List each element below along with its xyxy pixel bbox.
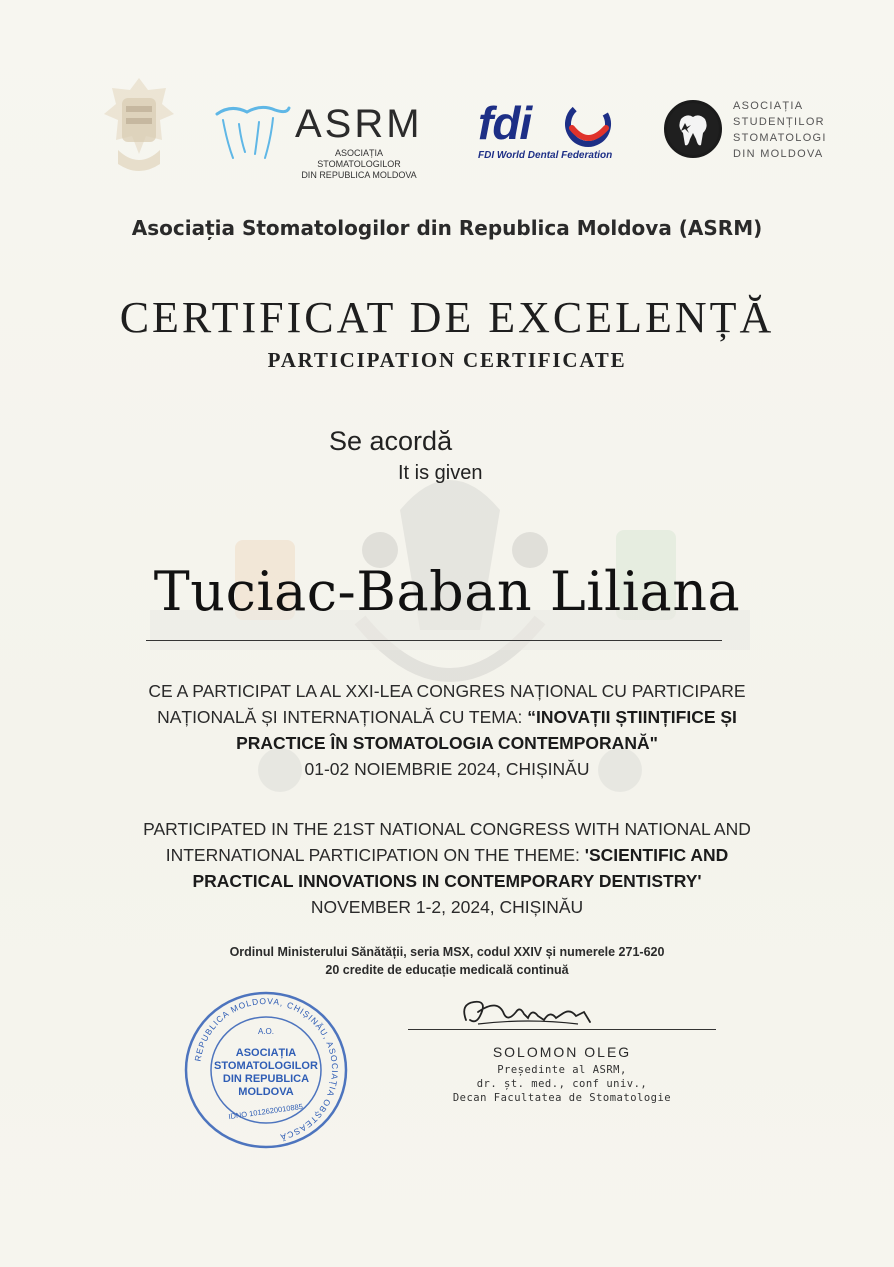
participation-text-ro	[40, 678, 854, 782]
ro-line-4: 01-02 NOIEMBRIE 2024, CHIȘINĂU	[304, 759, 590, 779]
en-line-2	[40, 842, 854, 868]
fdi-smile-icon	[562, 98, 614, 150]
en-line-2-bold: 'SCIENTIFIC AND	[584, 845, 729, 865]
asmd-logo-text	[733, 98, 827, 162]
stamp-line-2: STOMATOLOGILOR	[214, 1060, 318, 1072]
role-line-1: Președinte al ASRM,	[497, 1064, 627, 1076]
awarded-label-ro: Se acordă	[329, 426, 453, 456]
ro-line-2	[40, 704, 854, 730]
certificate-title: CERTIFICAT DE EXCELENȚĂ	[119, 293, 775, 342]
recipient-underline	[146, 640, 722, 641]
fdi-logo	[478, 96, 618, 166]
stamp-top-small: A.O.	[257, 1027, 275, 1036]
stamp-line-3: DIN REPUBLICA	[222, 1073, 310, 1085]
ro-line-3	[40, 730, 854, 756]
asrm-subtitle-line2: DIN REPUBLICA MOLDOVA	[301, 170, 417, 180]
en-line-3	[40, 868, 854, 894]
participation-text-en	[40, 816, 854, 920]
asmd-line-3: STOMATOLOGI	[733, 132, 827, 144]
stamp-line-1: ASOCIAȚIA	[235, 1047, 297, 1059]
ro-line-1: CE A PARTICIPAT LA AL XXI-LEA CONGRES NAȚIONAL CU PARTICIPARE	[148, 681, 746, 701]
official-stamp	[183, 990, 349, 1150]
asrm-subtitle-line1: ASOCIAȚIA STOMATOLOGILOR	[317, 148, 401, 169]
tooth-outline-icon	[213, 102, 293, 162]
asrm-logo	[213, 98, 443, 180]
ro-line-2-plain: NAȚIONALĂ ȘI INTERNAȚIONALĂ CU TEMA:	[157, 707, 528, 727]
asrm-logo-text: ASRM	[295, 102, 423, 146]
signatory-role	[398, 1063, 726, 1105]
asmd-line-4: DIN MOLDOVA	[733, 148, 824, 160]
asmd-line-1: ASOCIAȚIA	[733, 100, 804, 112]
asmd-circle-icon	[664, 100, 722, 158]
signature-line	[408, 1029, 716, 1030]
order-line-2: 20 credite de educație medicală continuă	[325, 963, 569, 977]
role-line-3: Decan Facultatea de Stomatologie	[452, 1092, 672, 1104]
stamp-idno: IDNO 1012620010885	[227, 1101, 304, 1122]
handwritten-signature	[458, 994, 598, 1030]
role-line-2: dr. șt. med., conf univ.,	[476, 1078, 648, 1090]
asmd-logo	[664, 98, 844, 162]
awarded-label-en: It is given	[398, 462, 483, 484]
ro-line-2-bold: “INOVAȚII ȘTIINȚIFICE ȘI	[527, 707, 737, 727]
fdi-logo-text: fdi	[478, 97, 532, 149]
en-line-4: NOVEMBER 1-2, 2024, CHIȘINĂU	[310, 897, 584, 917]
stamp-ring-text: REPUBLICA MOLDOVA, CHIȘINĂU, ASOCIAȚIA OBȘTEASCĂ	[192, 995, 341, 1143]
signatory-name: SOLOMON OLEG	[492, 1044, 632, 1060]
asrm-logo-subtitle	[295, 148, 423, 181]
en-line-3-bold: PRACTICAL INNOVATIONS IN CONTEMPORARY DENTISTRY'	[192, 871, 702, 891]
certificate-subtitle: PARTICIPATION CERTIFICATE	[267, 348, 627, 372]
order-line-1: Ordinul Ministerului Sănătății, seria MSX, codul XXIV și numerele 271-620	[229, 945, 665, 959]
asmd-line-2: STUDENȚILOR	[733, 116, 825, 128]
tooth-icon	[667, 103, 719, 155]
recipient-name: Tuciac-Baban Liliana	[153, 560, 741, 623]
en-line-2-plain: INTERNATIONAL PARTICIPATION ON THE THEME:	[165, 845, 585, 865]
stamp-line-4: MOLDOVA	[238, 1086, 294, 1098]
organization-title: Asociația Stomatologilor din Republica Moldova (ASRM)	[131, 216, 763, 240]
fdi-logo-subtitle: FDI World Dental Federation	[478, 150, 613, 161]
ro-line-3-bold: PRACTICE ÎN STOMATOLOGIA CONTEMPORANĂ"	[236, 733, 658, 753]
ministry-order-text	[0, 943, 894, 979]
crest-logo-icon	[96, 70, 182, 180]
en-line-1: PARTICIPATED IN THE 21ST NATIONAL CONGRESS WITH NATIONAL AND	[143, 819, 751, 839]
